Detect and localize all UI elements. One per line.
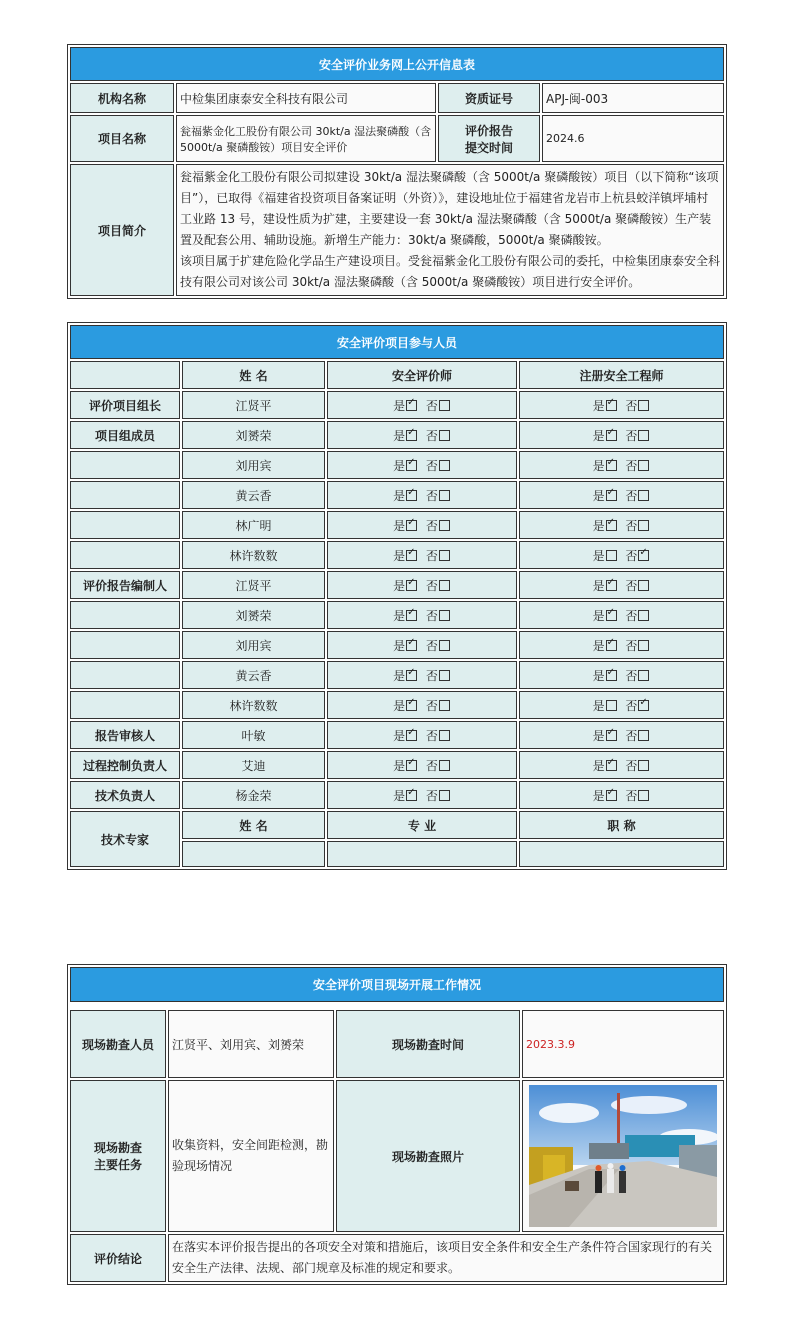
staff-role xyxy=(70,481,180,509)
no-label: 否 xyxy=(625,788,638,803)
no-checkbox xyxy=(439,670,450,681)
evaluator-status xyxy=(327,481,517,509)
spacer xyxy=(418,519,426,533)
no-label: 否 xyxy=(625,458,638,473)
engineer-status xyxy=(519,661,724,689)
evaluator-status xyxy=(327,601,517,629)
staff-name: 黄云香 xyxy=(182,481,325,509)
yes-label: 是 xyxy=(592,548,605,563)
expert-title-header: 职 称 xyxy=(519,811,724,839)
site-task-label xyxy=(70,1080,166,1232)
spacer xyxy=(418,459,426,473)
staff-name: 艾迪 xyxy=(182,751,325,779)
yes-checkbox xyxy=(406,430,417,441)
staff-role xyxy=(70,511,180,539)
engineer-status xyxy=(519,391,724,419)
intro-label: 项目简介 xyxy=(70,164,174,296)
expert-major-cell xyxy=(327,841,517,867)
org-label: 机构名称 xyxy=(70,83,174,113)
staff-row xyxy=(70,541,724,569)
site-photo xyxy=(529,1085,717,1227)
evaluator-status xyxy=(327,631,517,659)
yes-checkbox xyxy=(606,550,617,561)
staff-row xyxy=(70,661,724,689)
spacer xyxy=(418,609,426,623)
yes-label: 是 xyxy=(393,518,406,533)
submit-time-label xyxy=(438,115,540,162)
site-photo-cell xyxy=(522,1080,724,1232)
engineer-status xyxy=(519,571,724,599)
staff-role: 过程控制负责人 xyxy=(70,751,180,779)
staff-row xyxy=(70,481,724,509)
no-checkbox xyxy=(638,610,649,621)
staff-role: 项目组成员 xyxy=(70,421,180,449)
staff-row xyxy=(70,751,724,779)
no-label: 否 xyxy=(425,698,438,713)
yes-checkbox xyxy=(406,400,417,411)
engineer-status xyxy=(519,631,724,659)
no-checkbox xyxy=(439,520,450,531)
staff-row xyxy=(70,391,724,419)
staff-role: 技术负责人 xyxy=(70,781,180,809)
spacer xyxy=(418,489,426,503)
staff-row xyxy=(70,451,724,479)
expert-major-header: 专 业 xyxy=(327,811,517,839)
project-name-value: 瓮福紫金化工股份有限公司 30kt/a 湿法聚磷酸（含 5000t/a 聚磷酸铵）项目安全评价 xyxy=(176,115,436,162)
yes-label: 是 xyxy=(393,788,406,803)
no-label: 否 xyxy=(425,578,438,593)
staff-name: 林许数数 xyxy=(182,541,325,569)
yes-checkbox xyxy=(406,460,417,471)
yes-label: 是 xyxy=(393,608,406,623)
evaluator-status xyxy=(327,751,517,779)
yes-label: 是 xyxy=(393,668,406,683)
no-label: 否 xyxy=(625,518,638,533)
no-checkbox xyxy=(638,790,649,801)
no-label: 否 xyxy=(625,608,638,623)
submit-time-label-line2: 提交时间 xyxy=(464,140,513,155)
spacer xyxy=(418,579,426,593)
staff-name: 江贤平 xyxy=(182,391,325,419)
yes-label: 是 xyxy=(592,788,605,803)
no-checkbox xyxy=(638,520,649,531)
yes-checkbox xyxy=(606,430,617,441)
staff-row xyxy=(70,721,724,749)
staff-role xyxy=(70,601,180,629)
engineer-status xyxy=(519,511,724,539)
yes-label: 是 xyxy=(592,458,605,473)
staff-role xyxy=(70,691,180,719)
expert-label: 技术专家 xyxy=(70,811,180,867)
yes-label: 是 xyxy=(592,518,605,533)
no-label: 否 xyxy=(425,398,438,413)
yes-checkbox xyxy=(606,730,617,741)
spacer xyxy=(418,549,426,563)
site-staff-label: 现场勘查人员 xyxy=(70,1010,166,1078)
no-label: 否 xyxy=(425,788,438,803)
no-label: 否 xyxy=(625,488,638,503)
conclusion-label: 评价结论 xyxy=(70,1234,166,1282)
no-label: 否 xyxy=(425,728,438,743)
yes-checkbox xyxy=(406,550,417,561)
site-work-table xyxy=(67,964,727,1285)
yes-label: 是 xyxy=(592,728,605,743)
no-label: 否 xyxy=(425,758,438,773)
no-label: 否 xyxy=(625,578,638,593)
yes-checkbox xyxy=(406,520,417,531)
intro-value xyxy=(176,164,724,296)
yes-checkbox xyxy=(606,670,617,681)
yes-label: 是 xyxy=(393,428,406,443)
no-label: 否 xyxy=(425,548,438,563)
site-time-label: 现场勘查时间 xyxy=(336,1010,520,1078)
staff-name: 杨金荣 xyxy=(182,781,325,809)
no-checkbox xyxy=(439,490,450,501)
site-staff-value: 江贤平、刘用宾、刘赟荣 xyxy=(168,1010,334,1078)
yes-checkbox xyxy=(406,490,417,501)
yes-label: 是 xyxy=(592,608,605,623)
intro-paragraph-2: 该项目属于扩建危险化学品生产建设项目。受瓮福紫金化工股份有限公司的委托，中检集团康泰安全科技有限公司对该公司 30kt/a 湿法聚磷酸（含 5000t/a 聚磷酸铵）项目进行安全评价。 xyxy=(180,254,721,289)
spacer xyxy=(418,729,426,743)
yes-label: 是 xyxy=(592,668,605,683)
staff-role xyxy=(70,451,180,479)
staff-name: 刘赟荣 xyxy=(182,601,325,629)
evaluator-status xyxy=(327,661,517,689)
yes-checkbox xyxy=(606,520,617,531)
no-checkbox xyxy=(638,400,649,411)
no-checkbox xyxy=(439,610,450,621)
no-checkbox xyxy=(439,700,450,711)
submit-time-label-line1: 评价报告 xyxy=(464,123,513,138)
yes-label: 是 xyxy=(592,488,605,503)
public-info-title: 安全评价业务网上公开信息表 xyxy=(70,47,724,81)
no-checkbox xyxy=(638,430,649,441)
evaluator-status xyxy=(327,451,517,479)
site-work-title: 安全评价项目现场开展工作情况 xyxy=(70,967,724,1002)
yes-label: 是 xyxy=(592,758,605,773)
no-checkbox xyxy=(638,700,649,711)
yes-checkbox xyxy=(606,490,617,501)
expert-title-cell xyxy=(519,841,724,867)
no-label: 否 xyxy=(425,458,438,473)
yes-label: 是 xyxy=(393,578,406,593)
yes-checkbox xyxy=(406,700,417,711)
no-checkbox xyxy=(638,490,649,501)
no-checkbox xyxy=(439,430,450,441)
site-photo-image xyxy=(529,1085,717,1227)
yes-checkbox xyxy=(406,580,417,591)
yes-checkbox xyxy=(406,640,417,651)
no-label: 否 xyxy=(625,428,638,443)
staff-row xyxy=(70,631,724,659)
staff-role: 评价项目组长 xyxy=(70,391,180,419)
yes-label: 是 xyxy=(592,398,605,413)
no-checkbox xyxy=(638,550,649,561)
yes-checkbox xyxy=(606,400,617,411)
no-label: 否 xyxy=(425,668,438,683)
staff-name: 刘赟荣 xyxy=(182,421,325,449)
yes-label: 是 xyxy=(592,428,605,443)
staff-row xyxy=(70,601,724,629)
yes-checkbox xyxy=(406,760,417,771)
yes-checkbox xyxy=(606,790,617,801)
cert-label: 资质证号 xyxy=(438,83,540,113)
yes-checkbox xyxy=(406,790,417,801)
engineer-status xyxy=(519,691,724,719)
spacer xyxy=(418,759,426,773)
staff-name: 江贤平 xyxy=(182,571,325,599)
conclusion-value: 在落实本评价报告提出的各项安全对策和措施后，该项目安全条件和安全生产条件符合国家现行的有关安全生产法律、法规、部门规章及标准的规定和要求。 xyxy=(168,1234,724,1282)
yes-label: 是 xyxy=(393,698,406,713)
yes-label: 是 xyxy=(393,398,406,413)
yes-label: 是 xyxy=(592,578,605,593)
engineer-header: 注册安全工程师 xyxy=(519,361,724,389)
staff-role xyxy=(70,631,180,659)
role-header-empty xyxy=(70,361,180,389)
evaluator-status xyxy=(327,781,517,809)
site-photo-label: 现场勘查照片 xyxy=(336,1080,520,1232)
no-label: 否 xyxy=(625,758,638,773)
yes-label: 是 xyxy=(592,698,605,713)
no-label: 否 xyxy=(625,698,638,713)
org-value: 中检集团康泰安全科技有限公司 xyxy=(176,83,436,113)
yes-checkbox xyxy=(606,580,617,591)
no-checkbox xyxy=(638,760,649,771)
spacer xyxy=(418,699,426,713)
staff-role: 评价报告编制人 xyxy=(70,571,180,599)
staff-name: 刘用宾 xyxy=(182,451,325,479)
staff-rows xyxy=(70,391,724,809)
no-checkbox xyxy=(439,460,450,471)
no-checkbox xyxy=(638,670,649,681)
spacer xyxy=(418,789,426,803)
yes-label: 是 xyxy=(393,548,406,563)
yes-checkbox xyxy=(606,460,617,471)
staff-row xyxy=(70,781,724,809)
engineer-status xyxy=(519,751,724,779)
no-label: 否 xyxy=(625,638,638,653)
evaluator-status xyxy=(327,421,517,449)
no-label: 否 xyxy=(625,728,638,743)
yes-checkbox xyxy=(406,730,417,741)
public-info-table xyxy=(67,44,727,299)
engineer-status xyxy=(519,451,724,479)
spacer xyxy=(418,399,426,413)
engineer-status xyxy=(519,781,724,809)
no-label: 否 xyxy=(425,608,438,623)
engineer-status xyxy=(519,601,724,629)
no-checkbox xyxy=(439,640,450,651)
expert-name-cell xyxy=(182,841,325,867)
staff-role: 报告审核人 xyxy=(70,721,180,749)
staff-table xyxy=(67,322,727,870)
staff-role xyxy=(70,661,180,689)
no-checkbox xyxy=(638,460,649,471)
yes-checkbox xyxy=(606,640,617,651)
no-checkbox xyxy=(439,760,450,771)
yes-checkbox xyxy=(406,610,417,621)
staff-row xyxy=(70,571,724,599)
staff-row xyxy=(70,511,724,539)
spacer xyxy=(418,429,426,443)
no-label: 否 xyxy=(425,428,438,443)
yes-checkbox xyxy=(606,700,617,711)
staff-name: 叶敏 xyxy=(182,721,325,749)
yes-checkbox xyxy=(406,670,417,681)
engineer-status xyxy=(519,421,724,449)
spacer xyxy=(418,639,426,653)
cert-value: APJ-闽-003 xyxy=(542,83,724,113)
evaluator-status xyxy=(327,691,517,719)
yes-label: 是 xyxy=(393,458,406,473)
spacer xyxy=(418,669,426,683)
evaluator-status xyxy=(327,511,517,539)
no-checkbox xyxy=(439,580,450,591)
evaluator-status xyxy=(327,571,517,599)
yes-checkbox xyxy=(606,610,617,621)
evaluator-status xyxy=(327,721,517,749)
staff-name: 黄云香 xyxy=(182,661,325,689)
expert-name-header: 姓 名 xyxy=(182,811,325,839)
yes-label: 是 xyxy=(393,728,406,743)
staff-row xyxy=(70,421,724,449)
yes-label: 是 xyxy=(393,488,406,503)
name-header: 姓 名 xyxy=(182,361,325,389)
evaluator-header: 安全评价师 xyxy=(327,361,517,389)
yes-checkbox xyxy=(606,760,617,771)
engineer-status xyxy=(519,541,724,569)
evaluator-status xyxy=(327,391,517,419)
yes-label: 是 xyxy=(592,638,605,653)
no-label: 否 xyxy=(425,638,438,653)
site-task-label-line2: 主要任务 xyxy=(93,1158,142,1172)
no-checkbox xyxy=(439,730,450,741)
no-label: 否 xyxy=(425,488,438,503)
no-label: 否 xyxy=(625,548,638,563)
no-label: 否 xyxy=(625,668,638,683)
no-checkbox xyxy=(638,640,649,651)
yes-label: 是 xyxy=(393,758,406,773)
staff-name: 林广明 xyxy=(182,511,325,539)
staff-row xyxy=(70,691,724,719)
no-checkbox xyxy=(439,550,450,561)
staff-name: 林许数数 xyxy=(182,691,325,719)
site-time-value: 2023.3.9 xyxy=(522,1010,724,1078)
no-label: 否 xyxy=(425,518,438,533)
no-label: 否 xyxy=(625,398,638,413)
no-checkbox xyxy=(638,580,649,591)
site-task-value: 收集资料，安全间距检测，勘验现场情况 xyxy=(168,1080,334,1232)
submit-time-value: 2024.6 xyxy=(542,115,724,162)
evaluator-status xyxy=(327,541,517,569)
engineer-status xyxy=(519,721,724,749)
no-checkbox xyxy=(439,790,450,801)
site-task-label-line1: 现场勘查 xyxy=(93,1141,142,1155)
no-checkbox xyxy=(439,400,450,411)
spacer xyxy=(70,1004,724,1008)
project-name-label: 项目名称 xyxy=(70,115,174,162)
intro-paragraph-1: 瓮福紫金化工股份有限公司拟建设 30kt/a 湿法聚磷酸（含 5000t/a 聚磷酸铵）项目（以下简称“该项目”），已取得《福建省投资项目备案证明（外资）》，建设地址位于福建省龙岩市上杭县蛟洋镇坪埔村工业路 13 号，建设性质为扩建，主要建设一套 30kt/a 湿法聚磷酸（含 5000t/a 聚磷酸铵）生产装置及配套公用、辅助设施。新增生产能力：30kt/a 聚磷酸，5000t/a 聚磷酸铵。 xyxy=(180,170,719,247)
no-checkbox xyxy=(638,730,649,741)
yes-label: 是 xyxy=(393,638,406,653)
staff-title: 安全评价项目参与人员 xyxy=(70,325,724,359)
engineer-status xyxy=(519,481,724,509)
staff-name: 刘用宾 xyxy=(182,631,325,659)
staff-role xyxy=(70,541,180,569)
